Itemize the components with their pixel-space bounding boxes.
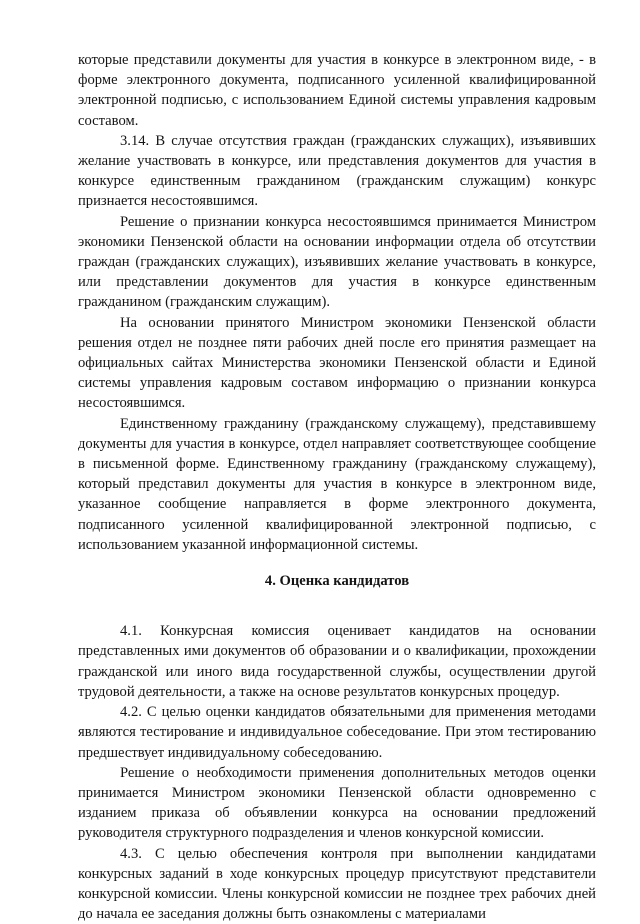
paragraph-electronic-submission: которые представили документы для участия в конкурсе в электронном виде, - в форме электронного документа, подписанного усиленной квалифицированной электронной подписью, с использованием Единой системы управления кадровым составом. [78, 52, 596, 129]
paragraph-publication: На основании принятого Министром экономики Пензенской области решения отдел не позднее пяти рабочих дней после его принятия размещает на официальных сайтах Министерства экономики Пензенской области и Единой системы управления кадровым составом информацию о признании конкурса несостоявшимся. [78, 314, 596, 412]
paragraph-additional-methods: Решение о необходимости применения дополнительных методов оценки принимается Министром экономики Пензенской области одновременно с изданием приказа об объявлении конкурса на основании предложений руководителя структурного подразделения и членов конкурсной комиссии. [78, 764, 596, 842]
paragraph-4-2: 4.2. С целью оценки кандидатов обязательными для применения методами являются тестирование и индивидуальное собеседование. При этом тестированию предшествует индивидуальному собеседованию. [78, 704, 596, 761]
section-heading: 4. Оценка кандидатов [264, 573, 410, 590]
paragraph-single-citizen-notice: Единственному гражданину (гражданскому служащему), представившему документы для участия в конкурсе, отдел направляет соответствующее сообщение в письменной форме. Единственному гражданину (гражданскому служащему), который представил документы для участия в конкурсе в электронном виде, указанное сообщение направляется в форме электронного документа, подписанного усиленной квалифицированной электронной подписью, с использованием указанной информационной системы. [78, 415, 596, 553]
document-page [78, 50, 596, 924]
paragraph-3-14: 3.14. В случае отсутствия граждан (гражданских служащих), изъявивших желание участвовать в конкурсе, или представления документов для участия в конкурсе единственным гражданином (гражданским служащим) конкурс признается несостоявшимся. [78, 132, 596, 210]
paragraph-4-3: 4.3. С целью обеспечения контроля при выполнении кандидатами конкурсных заданий в ходе конкурсных процедур присутствуют представители конкурсной комиссии. Члены конкурсной комиссии не позднее трех рабочих дней до начала ее заседания должны быть ознакомлены с материалами [78, 845, 596, 923]
paragraph-decision-failed-contest: Решение о признании конкурса несостоявшимся принимается Министром экономики Пензенской области на основании информации отдела об отсутствии граждан (гражданских служащих), изъявивших желание участвовать в конкурсе, или представлении документов для участия в конкурсе единственным гражданином (гражданским служащим). [78, 213, 596, 311]
paragraph-4-1: 4.1. Конкурсная комиссия оценивает кандидатов на основании представленных ими документов об образовании и о квалификации, прохождении гражданской или иного вида государственной службы, осуществлении другой трудовой деятельности, а также на основе результатов конкурсных процедур. [78, 623, 596, 700]
